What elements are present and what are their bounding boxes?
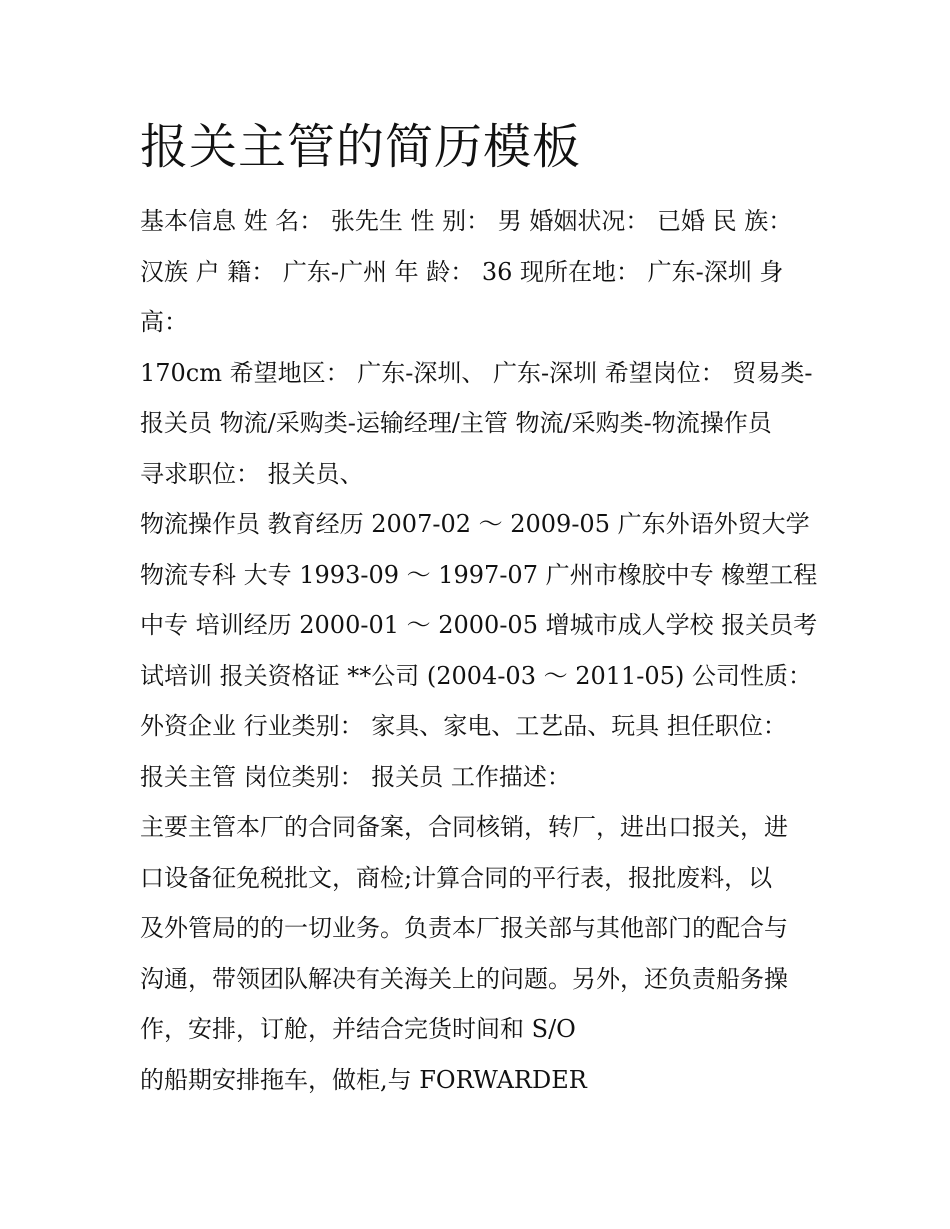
text-line: 作，安排，订舱，并结合完货时间和 S/O	[140, 1015, 576, 1043]
text-line: 主要主管本厂的合同备案，合同核销，转厂，进出口报关，进	[140, 813, 788, 841]
text-line: 及外管局的的一切业务。负责本厂报关部与其他部门的配合与	[140, 914, 788, 942]
text-line: 寻求职位： 报关员、	[140, 459, 364, 488]
text-line: 高：	[140, 308, 188, 336]
text-line: 170cm 希望地区： 广东-深圳、 广东-深圳 希望岗位： 贸易类-	[140, 358, 813, 387]
text-line: 物流专科 大专 1993-09 ～ 1997-07 广州市橡胶中专 橡塑工程	[140, 560, 818, 589]
text-line: 的船期安排拖车，做柜,与 FORWARDER	[140, 1065, 587, 1094]
resume-body	[140, 196, 830, 1105]
text-line: 报关主管 岗位类别： 报关员 工作描述：	[140, 762, 571, 791]
text-line: 汉族 户 籍： 广东-广州 年 龄： 36 现所在地： 广东-深圳 身	[140, 257, 784, 286]
text-line: 试培训 报关资格证 **公司 (2004-03 ～ 2011-05) 公司性质：	[140, 661, 812, 690]
text-line: 中专 培训经历 2000-01 ～ 2000-05 增城市成人学校 报关员考	[140, 611, 818, 639]
text-line: 报关员 物流/采购类-运输经理/主管 物流/采购类-物流操作员	[140, 409, 772, 437]
resume-page	[140, 112, 830, 182]
text-line: 基本信息 姓 名： 张先生 性 别： 男 婚姻状况： 已婚 民 族：	[140, 207, 793, 235]
text-line: 物流操作员 教育经历 2007-02 ～ 2009-05 广东外语外贸大学	[140, 510, 810, 538]
text-line: 口设备征免税批文，商检;计算合同的平行表，报批废料，以	[140, 863, 773, 892]
text-line: 沟通，带领团队解决有关海关上的问题。另外，还负责船务操	[140, 964, 788, 993]
text-line: 外资企业 行业类别： 家具、家电、工艺品、玩具 担任职位：	[140, 712, 787, 740]
page-title: 报关主管的简历模板	[140, 119, 582, 175]
